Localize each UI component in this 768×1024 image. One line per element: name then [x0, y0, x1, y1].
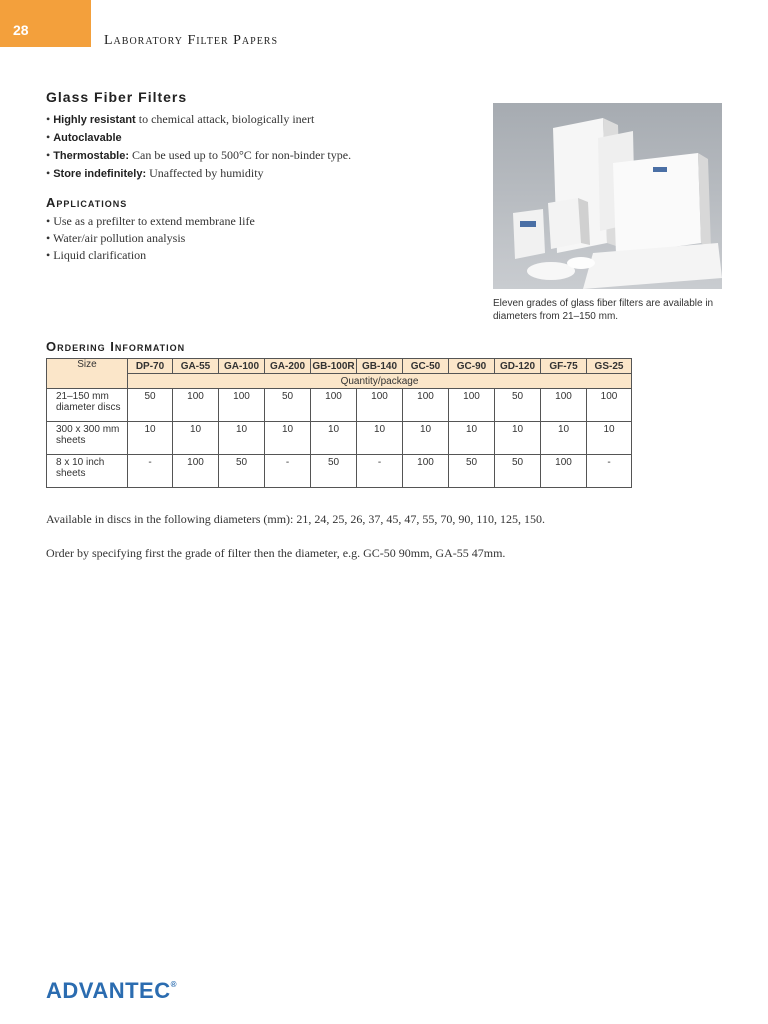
- table-cell: 50: [495, 455, 541, 488]
- table-cell: 10: [265, 422, 311, 455]
- table-cell: 50: [449, 455, 495, 488]
- table-cell: 50: [219, 455, 265, 488]
- table-cell: -: [128, 455, 173, 488]
- running-header: Laboratory Filter Papers: [104, 33, 279, 48]
- advantec-logo: ADVANTEC®: [46, 978, 177, 1003]
- table-row: [47, 389, 632, 422]
- table-cell: -: [265, 455, 311, 488]
- grade-header: GA-55: [173, 359, 219, 374]
- table-cell: 10: [311, 422, 357, 455]
- table-cell: 100: [173, 389, 219, 422]
- table-cell: 10: [587, 422, 632, 455]
- applications-list: [46, 213, 255, 264]
- table-cell: 10: [173, 422, 219, 455]
- applications-title: Applications: [46, 195, 128, 210]
- grade-header: GA-200: [265, 359, 311, 374]
- feature-item: • Highly resistant to chemical attack, biologically inert: [46, 111, 351, 129]
- table-cell: 50: [311, 455, 357, 488]
- grade-header: GB-100R: [312, 360, 355, 372]
- order-note: Order by specifying first the grade of filter then the diameter, e.g. GC-50 90mm, GA-55 47mm.: [46, 546, 506, 560]
- grade-header: DP-70: [128, 359, 173, 374]
- application-item: • Use as a prefilter to extend membrane life: [46, 213, 255, 230]
- table-cell: 10: [495, 422, 541, 455]
- table-cell: 50: [495, 389, 541, 422]
- size-header: Size: [47, 359, 128, 389]
- feature-item: • Thermostable: Can be used up to 500°C for non-binder type.: [46, 147, 351, 165]
- table-cell: 10: [541, 422, 587, 455]
- table-cell: 10: [357, 422, 403, 455]
- size-cell: 8 x 10 inch sheets: [47, 455, 128, 488]
- application-item: • Liquid clarification: [46, 247, 255, 264]
- section-title: Glass Fiber Filters: [46, 89, 188, 105]
- table-cell: 100: [587, 389, 632, 422]
- table-cell: -: [587, 455, 632, 488]
- table-cell: 100: [403, 389, 449, 422]
- quantity-header: Quantity/package: [128, 374, 632, 389]
- table-cell: 50: [265, 389, 311, 422]
- ordering-table: [46, 358, 632, 488]
- grade-header: GD-120: [495, 359, 541, 374]
- table-cell: 100: [357, 389, 403, 422]
- table-cell: 50: [128, 389, 173, 422]
- feature-item: • Store indefinitely: Unaffected by humidity: [46, 165, 351, 183]
- photo-caption: Eleven grades of glass fiber filters are available in diameters from 21–150 mm.: [493, 298, 714, 322]
- table-cell: 100: [541, 455, 587, 488]
- diameters-note: Available in discs in the following diameters (mm): 21, 24, 25, 26, 37, 45, 47, 55, 70, 90, 110, 125, 150.: [46, 512, 545, 526]
- feature-list: [46, 111, 351, 183]
- table-cell: 100: [449, 389, 495, 422]
- table-cell: -: [357, 455, 403, 488]
- feature-item: • Autoclavable: [46, 129, 351, 147]
- application-item: • Water/air pollution analysis: [46, 230, 255, 247]
- table-cell: 100: [219, 389, 265, 422]
- table-row: [47, 455, 632, 488]
- product-photo: [493, 103, 722, 289]
- grade-header: GB-140: [357, 359, 403, 374]
- grade-header: GC-50: [403, 359, 449, 374]
- table-cell: 100: [541, 389, 587, 422]
- grade-header: GA-100: [219, 359, 265, 374]
- table-cell: 100: [311, 389, 357, 422]
- table-cell: 100: [173, 455, 219, 488]
- grade-header: GC-90: [449, 359, 495, 374]
- grade-header: GS-25: [587, 359, 632, 374]
- table-cell: 100: [403, 455, 449, 488]
- table-row: [47, 422, 632, 455]
- grade-header: GF-75: [541, 359, 587, 374]
- size-cell: 300 x 300 mm sheets: [47, 422, 128, 455]
- size-cell: 21–150 mm diameter discs: [47, 389, 128, 422]
- table-cell: 10: [219, 422, 265, 455]
- table-cell: 10: [449, 422, 495, 455]
- ordering-title: Ordering Information: [46, 339, 186, 354]
- table-cell: 10: [128, 422, 173, 455]
- page-number: 28: [13, 22, 29, 38]
- table-cell: 10: [403, 422, 449, 455]
